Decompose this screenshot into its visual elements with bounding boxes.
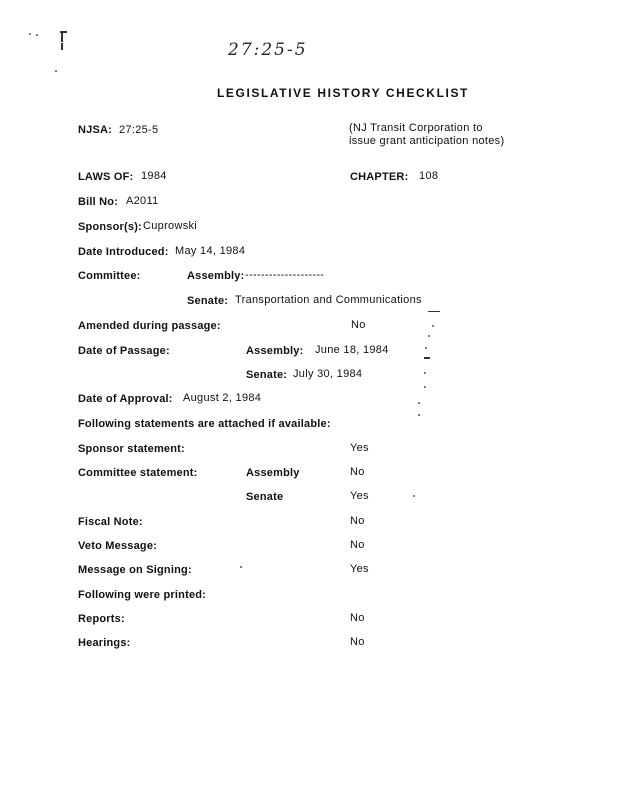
sponsor-statement-label: Sponsor statement: — [78, 443, 185, 455]
committee-statement-assembly-label: Assembly — [246, 467, 300, 479]
amended-value: No — [351, 319, 366, 331]
fiscal-note-value: No — [350, 515, 365, 527]
sponsors-value: Cuprowski — [143, 220, 198, 232]
njsa-value: 27:25-5 — [119, 124, 159, 136]
laws-of-value: 1984 — [141, 170, 167, 182]
laws-of-label: LAWS OF: — [78, 171, 134, 183]
reports-value: No — [350, 612, 365, 624]
amended-label: Amended during passage: — [78, 320, 221, 332]
committee-label: Committee: — [78, 270, 141, 282]
fiscal-note-label: Fiscal Note: — [78, 516, 143, 528]
bill-no-label: Bill No: — [78, 196, 119, 208]
committee-senate-value: Transportation and Communications — [235, 294, 422, 306]
committee-assembly-label: Assembly: — [187, 270, 245, 282]
committee-statement-senate-label: Senate — [246, 491, 284, 503]
sponsors-label: Sponsor(s): — [78, 221, 142, 233]
njsa-note-line2: issue grant anticipation notes) — [349, 135, 505, 147]
passage-senate-value: July 30, 1984 — [293, 368, 363, 380]
reports-label: Reports: — [78, 613, 125, 625]
handwritten-section-number: 27:25-5 — [228, 40, 308, 60]
committee-statement-assembly-value: No — [350, 466, 365, 478]
date-introduced-value: May 14, 1984 — [175, 245, 246, 257]
date-introduced-label: Date Introduced: — [78, 246, 169, 258]
sponsor-statement-value: Yes — [350, 442, 369, 454]
veto-message-value: No — [350, 539, 365, 551]
passage-assembly-value: June 18, 1984 — [315, 344, 389, 356]
page-title: LEGISLATIVE HISTORY CHECKLIST — [217, 86, 469, 100]
approval-value: August 2, 1984 — [183, 392, 262, 404]
passage-senate-label: Senate: — [246, 369, 288, 381]
committee-assembly-value: -------------------- — [245, 269, 325, 281]
approval-label: Date of Approval: — [78, 393, 173, 405]
chapter-value: 108 — [419, 170, 439, 182]
hearings-value: No — [350, 636, 365, 648]
hearings-label: Hearings: — [78, 637, 131, 649]
veto-message-label: Veto Message: — [78, 540, 158, 552]
committee-statement-label: Committee statement: — [78, 467, 198, 479]
printed-heading: Following were printed: — [78, 589, 207, 601]
njsa-label: NJSA: — [78, 124, 113, 136]
committee-senate-label: Senate: — [187, 295, 229, 307]
signing-message-value: Yes — [350, 563, 369, 575]
signing-message-label: Message on Signing: — [78, 564, 192, 576]
bill-no-value: A2011 — [126, 195, 159, 207]
chapter-label: CHAPTER: — [350, 171, 409, 183]
statements-heading: Following statements are attached if available: — [78, 418, 331, 430]
passage-label: Date of Passage: — [78, 345, 170, 357]
njsa-note-line1: (NJ Transit Corporation to — [349, 122, 483, 134]
passage-assembly-label: Assembly: — [246, 345, 304, 357]
committee-statement-senate-value: Yes — [350, 490, 369, 502]
